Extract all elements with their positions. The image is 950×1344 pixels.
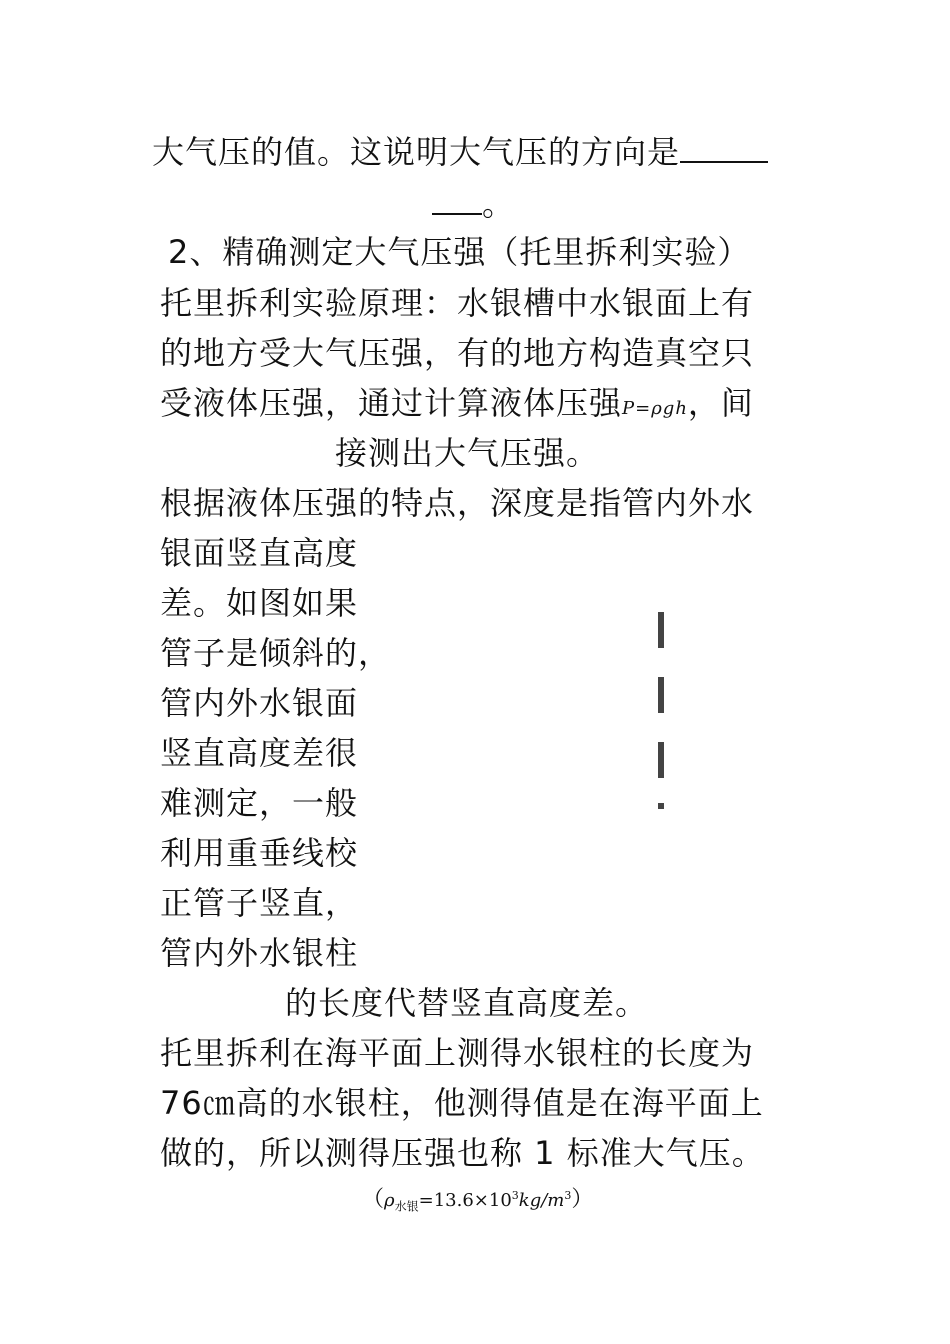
figure-fragment [658,803,664,809]
mercury-density-formula: $(\rho_{水银}=13.6\times 10^3kg/m^3)$ [362,1187,594,1214]
figure-fragment [658,612,664,648]
paragraph-line: 接测出大气压强。 [335,434,600,472]
paragraph-line: 根据液体压强的特点，深度是指管内外水 [160,484,755,522]
paragraph-line: 托里拆利实验原理：水银槽中水银面上有 [160,284,755,322]
paragraph-line [432,184,515,224]
paragraph-line [160,383,754,429]
paragraph-line: 的地方受大气压强，有的地方构造真空只 [160,334,755,372]
column-line: 正管子竖直， [160,884,359,922]
column-line: 利用重垂线校 [160,834,359,872]
column-line: 管内外水银面 [160,684,359,722]
paragraph-line [152,132,768,172]
section-heading: 2、精确测定大气压强（托里拆利实验） [168,233,751,271]
column-line: 难测定，一般 [160,784,359,822]
column-line: 竖直高度差很 [160,734,359,772]
text: 受液体压强，通过计算液体压强 [160,384,623,422]
paragraph-line: 的长度代替竖直高度差。 [285,984,649,1022]
fill-blank[interactable] [432,211,482,215]
pressure-formula: P=ρgh [622,398,688,419]
fill-blank[interactable] [680,159,768,163]
paragraph-line: 托里拆利在海平面上测得水银柱的长度为 [160,1034,755,1072]
text: 大气压的值。这说明大气压的方向是 [152,133,681,171]
text: 。 [482,185,516,223]
paragraph-line: 做的，所以测得压强也称 1 标准大气压。 [160,1134,765,1172]
column-line: 管子是倾斜的， [160,634,392,672]
column-line: 银面竖直高度 [160,534,359,572]
text: ，间 [687,384,754,422]
paragraph-line: 76㎝高的水银柱，他测得值是在海平面上 [160,1084,764,1122]
figure-fragment [658,677,664,713]
figure-fragment [658,742,664,778]
column-line: 管内外水银柱 [160,934,359,972]
column-line: 差。如图如果 [160,584,359,622]
